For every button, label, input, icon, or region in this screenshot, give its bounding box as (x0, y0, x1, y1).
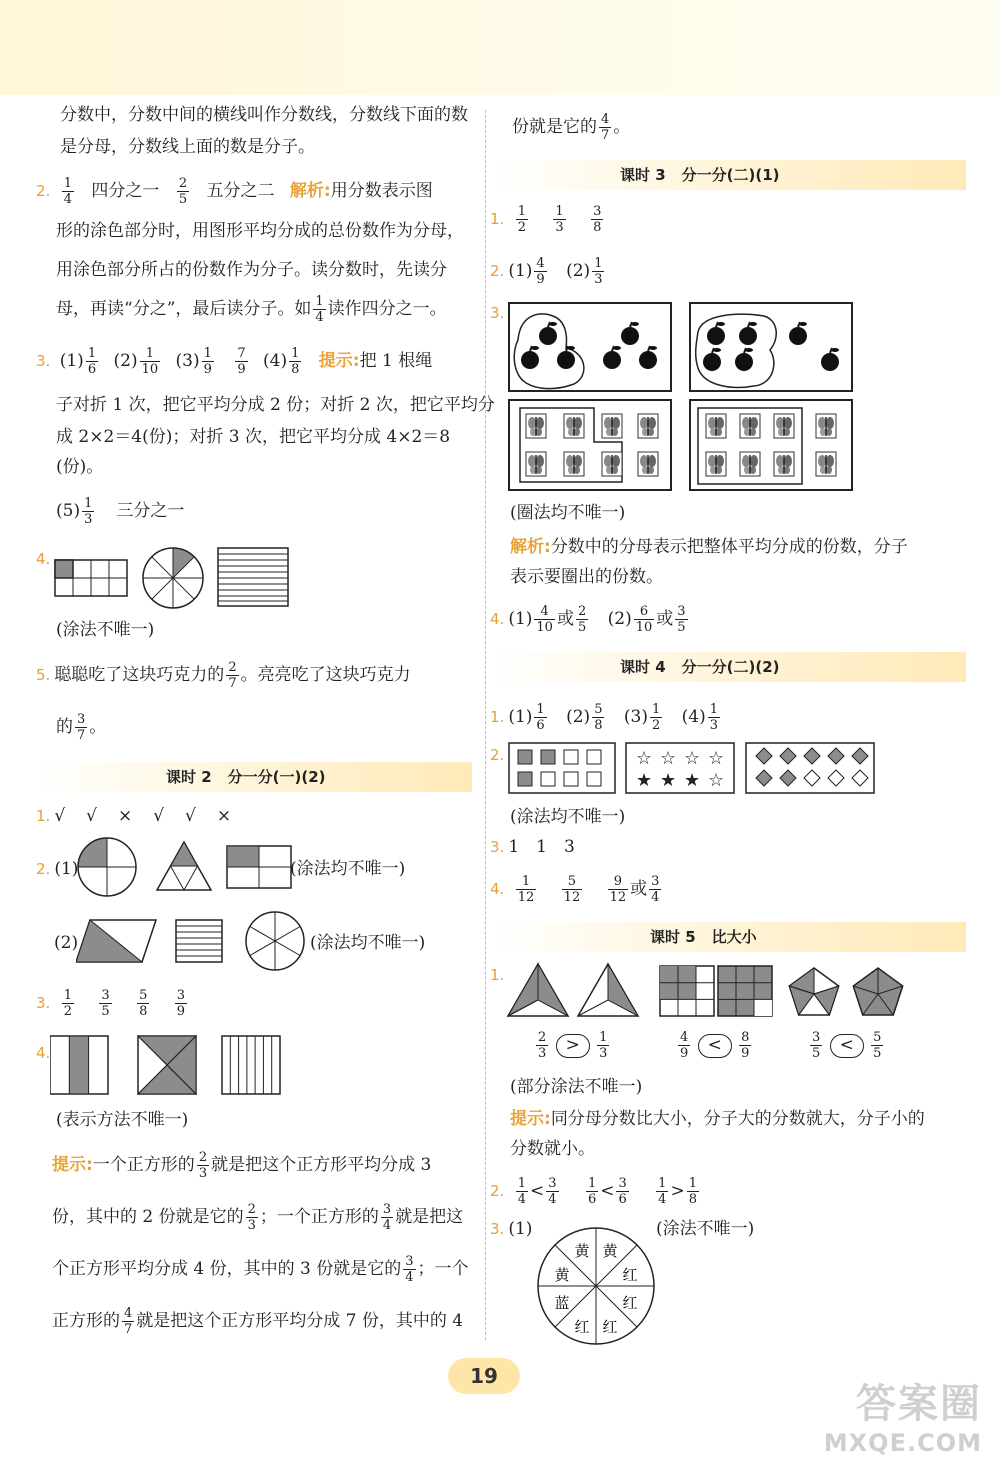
fraction: $\frac{3}{4}$ (651, 874, 660, 905)
fraction: $\frac{5}{8}$ (139, 988, 148, 1019)
text-line: 分数中，分数中间的横线叫作分数线，分数线下面的数 (60, 105, 468, 125)
fraction: $\frac{8}{9}$ (741, 1030, 750, 1061)
wheel-segment-label: 蓝 (554, 1294, 570, 1312)
question-number: 4. (36, 550, 51, 568)
fraction: $\frac{5}{5}$ (873, 1030, 882, 1061)
question-number: 3. (490, 304, 505, 322)
striped-square-figure (176, 920, 222, 962)
stars-box (626, 743, 734, 793)
triangle-thirds-one-shaded (578, 964, 638, 1016)
fraction: $\frac{3}{7}$ (77, 712, 86, 743)
striped-rectangle-figure (218, 548, 288, 606)
question-number: 2. (490, 746, 505, 764)
s2-question-2-label: 2. (1) (36, 859, 79, 879)
fraction: $\frac{1}{10}$ (141, 346, 159, 377)
apple-box-right (690, 303, 852, 391)
note: (涂法均不唯一) (310, 933, 426, 953)
rectangle-quarters-figure (227, 846, 291, 888)
section-header-lesson-3: 课时 3 分一分(二)(1) (490, 160, 966, 190)
fraction: $\frac{1}{6}$ (536, 702, 545, 733)
tip-line: 份，其中的 2 份就是它的 $\frac{2}{3}$ ；一个正方形的 $\frac{3}{4}$ 就是把这 (52, 1202, 464, 1233)
fraction: $\frac{4}{7}$ (124, 1306, 133, 1337)
text-line: 形的涂色部分时，用图形平均分成的总份数作为分母， (56, 221, 464, 241)
square-sevenths-figure (222, 1036, 280, 1094)
tip-line: 个正方形平均分成 4 份，其中的 3 份就是它的 $\frac{3}{4}$ ；一个 (52, 1254, 469, 1285)
question-3: 3. (1) $\frac{1}{6}$ (2) $\frac{1}{10}$ (3) $\frac{1}{9}$ $\frac{7}{9}$ (4) $\frac{1}{8}$ 提示:把 1 根绳 (36, 346, 433, 377)
note: (部分涂法不唯一) (510, 1077, 643, 1097)
grid-nine-eight-shaded (718, 966, 772, 1016)
fraction: $\frac{4}{10}$ (536, 604, 553, 635)
s2-question-1: 1. √ √ × √ √ × (36, 806, 234, 826)
hint-label: 解析: (289, 181, 331, 201)
square-diagonals-figure (138, 1036, 196, 1094)
wheel-segment-label: 黄 (602, 1242, 618, 1260)
fraction: $\frac{3}{6}$ (618, 1176, 627, 1207)
fraction: $\frac{1}{8}$ (688, 1176, 697, 1207)
text-line: 母，再读“分之”，最后读分子。如 $\frac{1}{4}$ 读作四分之一。 (56, 294, 447, 325)
fraction: $\frac{1}{3}$ (555, 204, 564, 235)
hint-line: 提示:同分母分数比大小，分子大的分数就大，分子小的 (510, 1109, 925, 1129)
s3-question-2: 2. (1) $\frac{4}{9}$ (2) $\frac{1}{3}$ (490, 256, 603, 287)
comparison-1 (534, 1030, 611, 1061)
s2-question-3: 3. $\frac{1}{2}$ $\frac{3}{5}$ $\frac{5}{8}$ $\frac{3}{9}$ (36, 988, 186, 1019)
triangle-thirds-two-shaded (508, 964, 568, 1016)
rectangle-grid-figure (55, 560, 127, 596)
svg-text:☆: ☆ (660, 748, 677, 769)
circle-quarters-figure (78, 838, 136, 896)
wheel-segment-label: 黄 (574, 1242, 590, 1260)
s5-question-3-label: 3. (1) (490, 1219, 533, 1239)
fraction: $\frac{1}{3}$ (84, 496, 93, 527)
label: (2) (54, 933, 79, 953)
s4q2-figures (508, 742, 878, 796)
section-header-lesson-2: 课时 2 分一分(一)(2) (36, 762, 472, 792)
triangle-fourths-figure (157, 842, 211, 890)
fraction: $\frac{2}{3}$ (538, 1030, 547, 1061)
fraction: $\frac{1}{9}$ (203, 346, 212, 377)
fraction: $\frac{3}{4}$ (382, 1202, 392, 1233)
fraction: $\frac{3}{4}$ (405, 1254, 414, 1285)
note: (表示方法不唯一) (56, 1110, 189, 1130)
page-number: 19 (448, 1358, 520, 1394)
fraction: $\frac{4}{9}$ (680, 1030, 689, 1061)
comparison-circle: < (830, 1034, 864, 1058)
s3q3-figures (508, 302, 968, 494)
fraction: $\frac{1}{4}$ (517, 1176, 526, 1207)
s2q4-figures (50, 1034, 300, 1100)
column-divider (485, 110, 486, 1340)
tip-line: 正方形的 $\frac{4}{7}$ 就是把这个正方形平均分成 7 份，其中的 4 (52, 1306, 464, 1337)
svg-text:☆: ☆ (708, 770, 725, 791)
circle-eighths-figure (143, 548, 203, 608)
text-line: (份)。 (56, 457, 104, 477)
answer-text: 五分之二 (206, 181, 275, 201)
fraction: $\frac{3}{9}$ (176, 988, 186, 1019)
fraction: $\frac{1}{2}$ (651, 702, 661, 733)
fraction: $\frac{1}{2}$ (63, 988, 72, 1019)
note: (涂法不唯一) (56, 620, 155, 640)
fraction: $\frac{4}{9}$ (536, 256, 545, 287)
svg-text:☆: ☆ (684, 748, 701, 769)
text-line: 子对折 1 次，把它平均分成 2 份；对折 2 次，把它平均分 (56, 395, 495, 415)
comparison-circle: < (698, 1034, 732, 1058)
wheel-segment-label: 红 (622, 1294, 638, 1312)
svg-text:☆: ☆ (636, 748, 653, 769)
s4-question-4: 4. $\frac{1}{12}$ $\frac{5}{12}$ $\frac{9}{12}$ 或 $\frac{3}{4}$ (490, 874, 660, 905)
q4-figures (54, 546, 474, 610)
color-wheel (534, 1224, 658, 1348)
fraction: $\frac{5}{8}$ (594, 702, 603, 733)
hint-line: 解析:分数中的分母表示把整体平均分成的份数，分子 (510, 537, 908, 557)
square-thirds-figure (50, 1036, 108, 1094)
question-number: 1. (490, 966, 505, 984)
wheel-segment-label: 黄 (554, 1266, 570, 1284)
apple-box-left (509, 303, 671, 391)
text-line: (5) $\frac{1}{3}$ 三分之一 (56, 496, 185, 527)
pentagon-three-shaded (789, 968, 838, 1015)
wheel-segment-label: 红 (574, 1318, 590, 1336)
fraction: $\frac{2}{5}$ (178, 176, 188, 207)
fraction: $\frac{1}{6}$ (587, 1176, 597, 1207)
note: (涂法均不唯一) (290, 859, 406, 879)
fraction: $\frac{1}{3}$ (594, 256, 603, 287)
answer-text: 四分之一 (91, 181, 160, 201)
text: 用分数表示图 (330, 181, 433, 201)
butterfly-box-left (509, 400, 671, 490)
comparison-circle: > (556, 1034, 590, 1058)
fraction: $\frac{4}{7}$ (601, 112, 610, 143)
question-5: 5. 聪聪吃了这块巧克力的 $\frac{2}{7}$ 。亮亮吃了这块巧克力 (36, 660, 411, 691)
hint-label: 提示: (318, 351, 360, 371)
parallelogram-figure (76, 920, 156, 962)
comparison-3 (808, 1030, 885, 1061)
fraction: $\frac{2}{7}$ (228, 660, 237, 691)
svg-text:☆: ☆ (708, 748, 725, 769)
fraction: $\frac{3}{8}$ (593, 204, 602, 235)
text-line: 用涂色部分所占的份数作为分子。读分数时，先读分 (56, 260, 447, 280)
squares-box (509, 743, 615, 793)
question-2 (36, 176, 433, 207)
diamonds-box (746, 743, 874, 793)
fraction: $\frac{6}{10}$ (635, 604, 653, 635)
text-line: 是分母，分数线上面的数是分子。 (60, 137, 315, 157)
fraction: $\frac{3}{4}$ (548, 1176, 557, 1207)
s5-question-2: 2. $\frac{1}{4}$ < $\frac{3}{4}$ $\frac{1}{6}$ < $\frac{3}{6}$ $\frac{1}{4}$ > $\frac{1}{8}$ (490, 1176, 697, 1207)
fraction: $\frac{1}{4}$ (658, 1176, 667, 1207)
section-header-lesson-5: 课时 5 比大小 (490, 922, 966, 952)
question-number: 4. (36, 1044, 51, 1062)
text-line: 分数就小。 (510, 1139, 595, 1159)
svg-text:★: ★ (660, 770, 677, 791)
question-number: 2. (36, 182, 51, 200)
fraction: $\frac{1}{3}$ (599, 1030, 608, 1061)
s2q2-row1-figures (76, 836, 296, 898)
fraction: $\frac{1}{12}$ (517, 874, 535, 905)
text-line: 份就是它的 $\frac{4}{7}$ 。 (512, 112, 631, 143)
s4-question-3: 3. 1 1 3 (490, 837, 575, 857)
page-header-band (0, 0, 1000, 95)
fraction: $\frac{1}{2}$ (517, 204, 526, 235)
fraction: $\frac{3}{5}$ (677, 604, 686, 635)
question-number: 3. (36, 352, 51, 370)
s2q2-row2-figures (76, 910, 306, 974)
fraction: $\frac{5}{12}$ (563, 874, 581, 905)
comparison-2 (676, 1030, 753, 1061)
butterfly-box-right (690, 400, 852, 490)
note: (圈法均不唯一) (510, 503, 626, 523)
fraction: $\frac{1}{4}$ (315, 294, 324, 325)
fraction: $\frac{3}{5}$ (812, 1030, 821, 1061)
wheel-segment-label: 红 (622, 1266, 638, 1284)
fraction: $\frac{2}{3}$ (247, 1202, 256, 1233)
fraction: $\frac{9}{12}$ (609, 874, 627, 905)
text-line: 的 $\frac{3}{7}$ 。 (56, 712, 107, 743)
fraction: $\frac{1}{3}$ (709, 702, 719, 733)
s3-question-4: 4. (1) $\frac{4}{10}$ 或 $\frac{2}{5}$ (2) $\frac{6}{10}$ 或 $\frac{3}{5}$ (490, 604, 686, 635)
tip-line: 提示:一个正方形的 $\frac{2}{3}$ 就是把这个正方形平均分成 3 (52, 1150, 432, 1181)
wheel-segment-label: 红 (602, 1318, 618, 1336)
fraction: $\frac{1}{4}$ (63, 176, 72, 207)
fraction: $\frac{2}{3}$ (198, 1150, 208, 1181)
fraction: $\frac{7}{9}$ (237, 346, 246, 377)
section-header-lesson-4: 课时 4 分一分(二)(2) (490, 652, 966, 682)
s3-question-1: 1. $\frac{1}{2}$ $\frac{1}{3}$ $\frac{3}{8}$ (490, 204, 602, 235)
fraction: $\frac{3}{5}$ (101, 988, 110, 1019)
note: (涂法不唯一) (656, 1219, 755, 1239)
hint-label: 提示: (52, 1155, 93, 1175)
s4-question-1: 1. (1) $\frac{1}{6}$ (2) $\frac{5}{8}$ (3) $\frac{1}{2}$ (4) $\frac{1}{3}$ (490, 702, 719, 733)
watermark: 答案圈 MXQE.COM (823, 1381, 982, 1457)
note: (涂法均不唯一) (510, 807, 626, 827)
s5q1-figures (506, 962, 906, 1022)
fraction: $\frac{2}{5}$ (577, 604, 587, 635)
grid-nine-four-shaded (660, 966, 714, 1016)
fraction: $\frac{1}{8}$ (291, 346, 300, 377)
pentagon-five-shaded (853, 968, 902, 1015)
text-line: 成 2×2＝4(份)；对折 3 次，把它平均分成 4×2＝8 (56, 427, 451, 447)
svg-text:★: ★ (684, 770, 701, 791)
fraction: $\frac{1}{6}$ (87, 346, 97, 377)
svg-text:★: ★ (636, 770, 653, 791)
text-line: 表示要圈出的份数。 (510, 567, 663, 587)
circle-sixths-figure (246, 912, 304, 970)
